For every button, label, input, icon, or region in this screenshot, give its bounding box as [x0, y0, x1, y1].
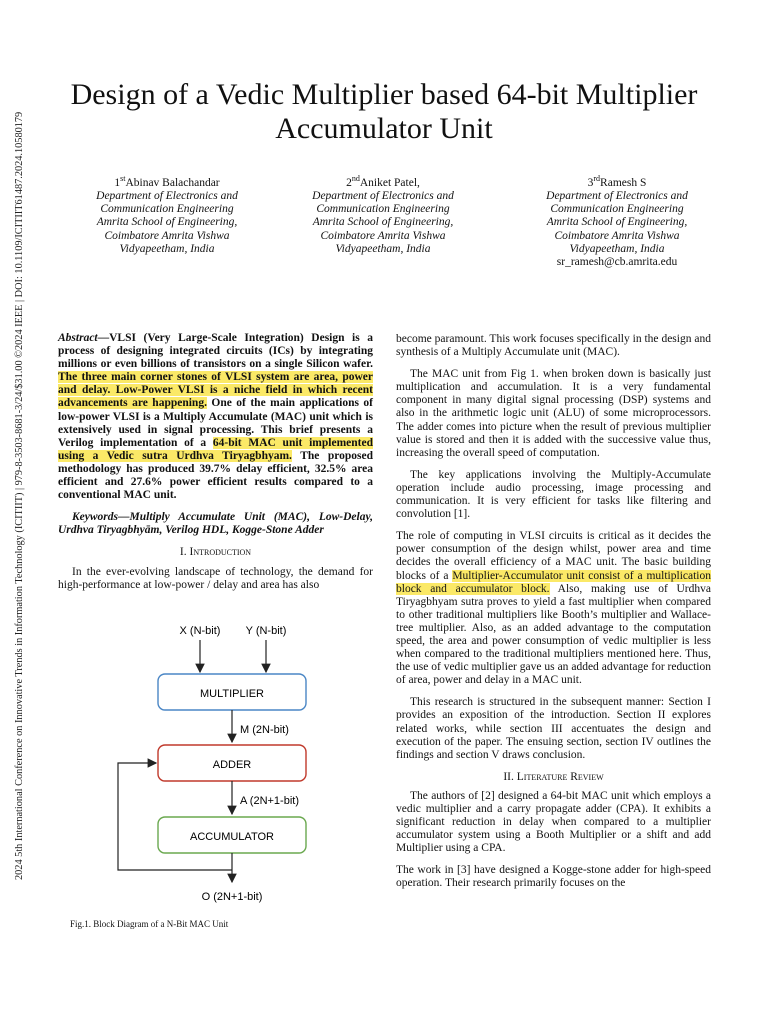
- author-2-name: 2ndAniket Patel,: [346, 174, 420, 189]
- figure-1-caption: Fig.1. Block Diagram of a N-Bit MAC Unit: [70, 919, 229, 929]
- author-1-aff-1: Department of Electronics and: [96, 190, 238, 203]
- right-paragraph-6: The authors of [2] designed a 64-bit MAC unit which employs a vedic multiplier and a carry propagate adder (CPA). It exhibits a significant reduction in delay when compared to a multiplier accumulator system using a Booth Multiplier or a shift and add Multiplier using a CPA.: [396, 789, 711, 855]
- author-1-name: 1stAbinav Balachandar: [114, 174, 220, 189]
- author-3-aff-3: Amrita School of Engineering,: [546, 216, 688, 229]
- m-label: M (2N-bit): [240, 724, 289, 736]
- author-3-name: 3rdRamesh S: [587, 174, 647, 189]
- multiplier-label: MULTIPLIER: [200, 688, 264, 700]
- author-3-email[interactable]: sr_ramesh@cb.amrita.edu: [556, 256, 678, 269]
- paragraph-4-highlight: Multiplier-Accumulator unit consist of a multiplication block and accumulator block.: [396, 569, 711, 595]
- input-y-label: Y (N-bit): [245, 625, 287, 637]
- output-label: O (2N+1-bit): [201, 891, 263, 903]
- section-1-heading: I. Introduction: [179, 546, 252, 559]
- paper-title: [0, 78, 768, 146]
- title-line-1: Design of a Vedic Multiplier based 64-bit Multiplier: [70, 78, 698, 111]
- author-1-aff-4: Coimbatore Amrita Vishwa: [104, 229, 230, 242]
- a-label: A (2N+1-bit): [240, 795, 299, 807]
- mac-block-diagram: [108, 620, 348, 910]
- author-3-aff-4: Coimbatore Amrita Vishwa: [554, 229, 680, 242]
- abstract-highlight-2: 64-bit MAC unit implemented using a Vedic sutra Urdhva Tiryagbhyam.: [58, 436, 373, 462]
- author-3-aff-1: Department of Electronics and: [546, 190, 688, 203]
- author-3-aff-5: Vidyapeetham, India: [569, 242, 665, 255]
- author-2-aff-4: Coimbatore Amrita Vishwa: [320, 229, 446, 242]
- abstract-highlight-1: The three main corner stones of VLSI system are area, power and delay. Low-Power VLSI is a niche field in which recent advancements are happening.: [58, 371, 373, 410]
- author-block-2: [278, 172, 488, 256]
- abstract-label: Abstract: [58, 332, 98, 344]
- author-2-aff-5: Vidyapeetham, India: [335, 242, 431, 255]
- section-2-heading: II. Literature Review: [503, 770, 604, 783]
- title-line-2: Accumulator Unit: [275, 112, 493, 145]
- author-2-aff-3: Amrita School of Engineering,: [312, 216, 454, 229]
- right-paragraph-4: The role of computing in VLSI circuits is critical as it decides the power consumption of the design whilst, power area and time decides the overall efficiency of a MAC unit. The basic building blocks of a Multiplier-Accumulator unit consist of a multiplication block and accumulator block. Also, making use of Urdhva Tiryagbhyam sutra proves to yield a fast multiplier when compared to other traditional multipliers like Booth’s multiplier and Wallace-tree multiplier. Also, as an added advantage to the computation speed, the area and power consumption of vedic multiplier is less when compared to the traditional multipliers mentioned here. Thus, the use of vedic multiplier gave us an added advantage for reduction of area, power and delay in a MAC unit.: [396, 530, 711, 687]
- right-paragraph-2: The MAC unit from Fig 1. when broken down is basically just multiplication and accumulation. It is a very fundamental component in many digital signal processing (DSP) systems and also in the arithmetic logic unit (ALU) of some microprocessors. The adder comes into picture when the result of previous multiplier value is stored and then it is added with the successive value thus, increasing the overall speed of computation.: [396, 368, 711, 459]
- author-1-aff-2: Communication Engineering: [100, 203, 234, 216]
- doi-side-note-text: 2024 5th International Conference on Innovative Trends in Information Technology (ICITIIT) | 979-8-3503-8681-3/24/$31.00 ©2024 IEEE | DOI: 10.1109/ICITIIT61487.2024.10580179: [14, 111, 25, 880]
- right-column: [396, 333, 711, 900]
- author-2-aff-1: Department of Electronics and: [312, 190, 454, 203]
- author-block-3: [512, 172, 722, 269]
- doi-side-note: [6, 111, 25, 880]
- keywords: Keywords—Multiply Accumulate Unit (MAC), Low-Delay, Urdhva Tiryagbhyām, Verilog HDL, Kogge-Stone Adder: [58, 511, 373, 537]
- author-1-aff-5: Vidyapeetham, India: [119, 242, 215, 255]
- author-1-aff-3: Amrita School of Engineering,: [96, 216, 238, 229]
- right-paragraph-5: This research is structured in the subsequent manner: Section I provides an exposition of the introduction. Section II explores related works, while section III accentuates the design and execution of the paper. The ensuing section, section IV outlines the findings and section V draws conclusion.: [396, 696, 711, 761]
- right-paragraph-3: The key applications involving the Multiply-Accumulate operation include audio processing, image processing and communication. It is very efficient for tasks like filtering and convolution [1].: [396, 468, 711, 521]
- author-2-aff-2: Communication Engineering: [316, 203, 450, 216]
- intro-paragraph-1: In the ever-evolving landscape of technology, the demand for high-performance at low-power / delay and area has also: [58, 565, 373, 591]
- accumulator-label: ACCUMULATOR: [190, 831, 274, 843]
- left-column: [58, 332, 373, 601]
- author-3-aff-2: Communication Engineering: [550, 203, 684, 216]
- right-paragraph-1: become paramount. This work focuses specifically in the design and synthesis of a Multiply Accumulate unit (MAC).: [396, 333, 711, 359]
- right-paragraph-7: The work in [3] have designed a Kogge-stone adder for high-speed operation. Their research primarily focuses on the: [396, 864, 711, 890]
- author-block-1: [62, 172, 272, 256]
- adder-label: ADDER: [212, 759, 252, 771]
- input-x-label: X (N-bit): [179, 625, 221, 637]
- abstract: Abstract—VLSI (Very Large-Scale Integration) Design is a process of designing integrated circuits (ICs) by integrating millions or even billions of transistors on a single Silicon wafer. The three main corner stones of VLSI system are area, power and delay. Low-Power VLSI is a niche field in which recent advancements are happening. One of the main applications of low-power VLSI is a Multiply Accumulate (MAC) unit which is extensively used in signal processing. This brief presents a Verilog implementation of a 64-bit MAC unit implemented using a Vedic sutra Urdhva Tiryagbhyam. The proposed methodology has produced 39.7% delay efficient, 32.5% area efficient and 27.6% power efficient results compared to a conventional MAC unit.: [58, 332, 373, 502]
